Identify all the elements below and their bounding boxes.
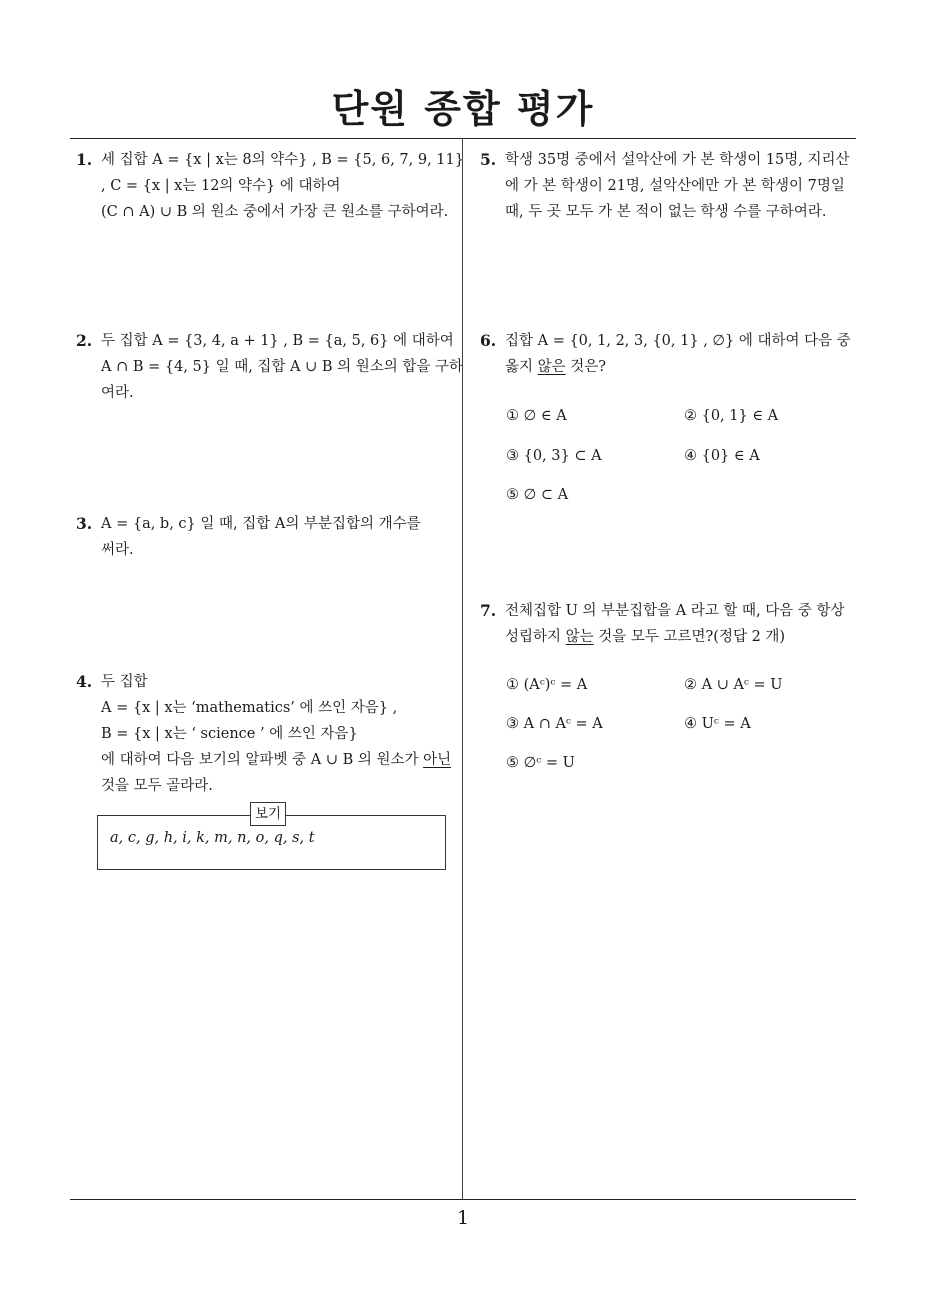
problem-text: A = {a, b, c} 일 때, 집합 A의 부분집합의 개수를 xyxy=(101,516,421,532)
problem-text-line xyxy=(505,624,860,650)
problem-number: 3. xyxy=(76,514,93,533)
problem-text: 학생 35명 중에서 설악산에 가 본 학생이 15명, 지리산 xyxy=(505,152,850,168)
choice-3[interactable]: ③ A ∩ Aᶜ = A xyxy=(506,716,603,732)
choice-1[interactable]: ① ∅ ∈ A xyxy=(506,408,567,424)
problem-text-line xyxy=(101,747,456,773)
choice-1[interactable]: ① (Aᶜ)ᶜ = A xyxy=(506,677,588,693)
problem-text: 것을 모두 골라라. xyxy=(101,778,213,794)
choice-4[interactable]: ④ {0} ∈ A xyxy=(684,448,760,464)
choices-6 xyxy=(506,408,856,518)
page-title: 단원 종합 평가 xyxy=(331,87,595,131)
underlined-word: 아닌 xyxy=(423,752,452,768)
problem-text: 에 가 본 학생이 21명, 설악산에만 가 본 학생이 7명일 xyxy=(505,178,845,194)
problem-text: (C ∩ A) ∪ B 의 원소 중에서 가장 큰 원소를 구하여라. xyxy=(101,204,449,220)
problem-text: A ∩ B = {4, 5} 일 때, 집합 A ∪ B 의 원소의 합을 구하 xyxy=(101,359,464,375)
problem-2 xyxy=(76,328,464,406)
problem-text-line xyxy=(505,354,860,380)
problem-text: 때, 두 곳 모두 가 본 적이 없는 학생 수를 구하여라. xyxy=(505,204,827,220)
problem-text: 세 집합 A = {x | x는 8의 약수} , B = {5, 6, 7, 9, 11} xyxy=(101,152,464,168)
top-rule xyxy=(70,138,856,139)
choices-7 xyxy=(506,677,856,787)
problem-number: 4. xyxy=(76,672,93,691)
underlined-word: 않는 xyxy=(565,629,594,645)
problem-text: 여라. xyxy=(101,385,134,401)
problem-text: 집합 A = {0, 1, 2, 3, {0, 1} , ∅} 에 대하여 다음 중 xyxy=(505,333,851,349)
page-number: 1 xyxy=(456,1207,470,1229)
problem-7 xyxy=(480,598,860,650)
problem-1 xyxy=(76,147,464,225)
choice-4[interactable]: ④ Uᶜ = A xyxy=(684,716,751,732)
choice-3[interactable]: ③ {0, 3} ⊂ A xyxy=(506,448,602,464)
choice-2[interactable]: ② {0, 1} ∈ A xyxy=(684,408,779,424)
problem-4 xyxy=(76,669,456,799)
column-divider xyxy=(462,139,463,1200)
problem-number: 7. xyxy=(480,601,497,620)
problem-text: 두 집합 xyxy=(101,674,148,690)
example-box-content: a, c, g, h, i, k, m, n, o, q, s, t xyxy=(110,830,315,846)
problem-text: 옳지 xyxy=(505,359,538,375)
underlined-word: 않은 xyxy=(537,359,566,375)
problem-text: 성립하지 xyxy=(505,629,566,645)
problem-text: 전체집합 U 의 부분집합을 A 라고 할 때, 다음 중 항상 xyxy=(505,603,845,619)
problem-number: 6. xyxy=(480,331,497,350)
problem-3 xyxy=(76,511,456,563)
problem-5 xyxy=(480,147,860,225)
example-box-label: 보기 xyxy=(250,802,286,826)
problem-text: 써라. xyxy=(101,542,134,558)
problem-text: B = {x | x는 ‘ science ’ 에 쓰인 자음} xyxy=(101,726,358,742)
bottom-rule xyxy=(70,1199,856,1200)
choice-5[interactable]: ⑤ ∅ ⊂ A xyxy=(506,487,569,503)
problem-number: 2. xyxy=(76,331,93,350)
problem-text: 것을 모두 고르면?(정답 2 개) xyxy=(593,629,786,645)
problem-text: 에 대하여 다음 보기의 알파벳 중 A ∪ B 의 원소가 xyxy=(101,752,424,768)
choice-2[interactable]: ② A ∪ Aᶜ = U xyxy=(684,677,783,693)
problem-number: 5. xyxy=(480,150,497,169)
problem-number: 1. xyxy=(76,150,93,169)
problem-6 xyxy=(480,328,860,380)
choice-5[interactable]: ⑤ ∅ᶜ = U xyxy=(506,755,575,771)
problem-text: 두 집합 A = {3, 4, a + 1} , B = {a, 5, 6} 에 대하여 xyxy=(101,333,454,349)
problem-text: A = {x | x는 ‘mathematics’ 에 쓰인 자음} , xyxy=(101,700,398,716)
problem-text: 것은? xyxy=(565,359,607,375)
problem-text: , C = {x | x는 12의 약수} 에 대하여 xyxy=(101,178,341,194)
